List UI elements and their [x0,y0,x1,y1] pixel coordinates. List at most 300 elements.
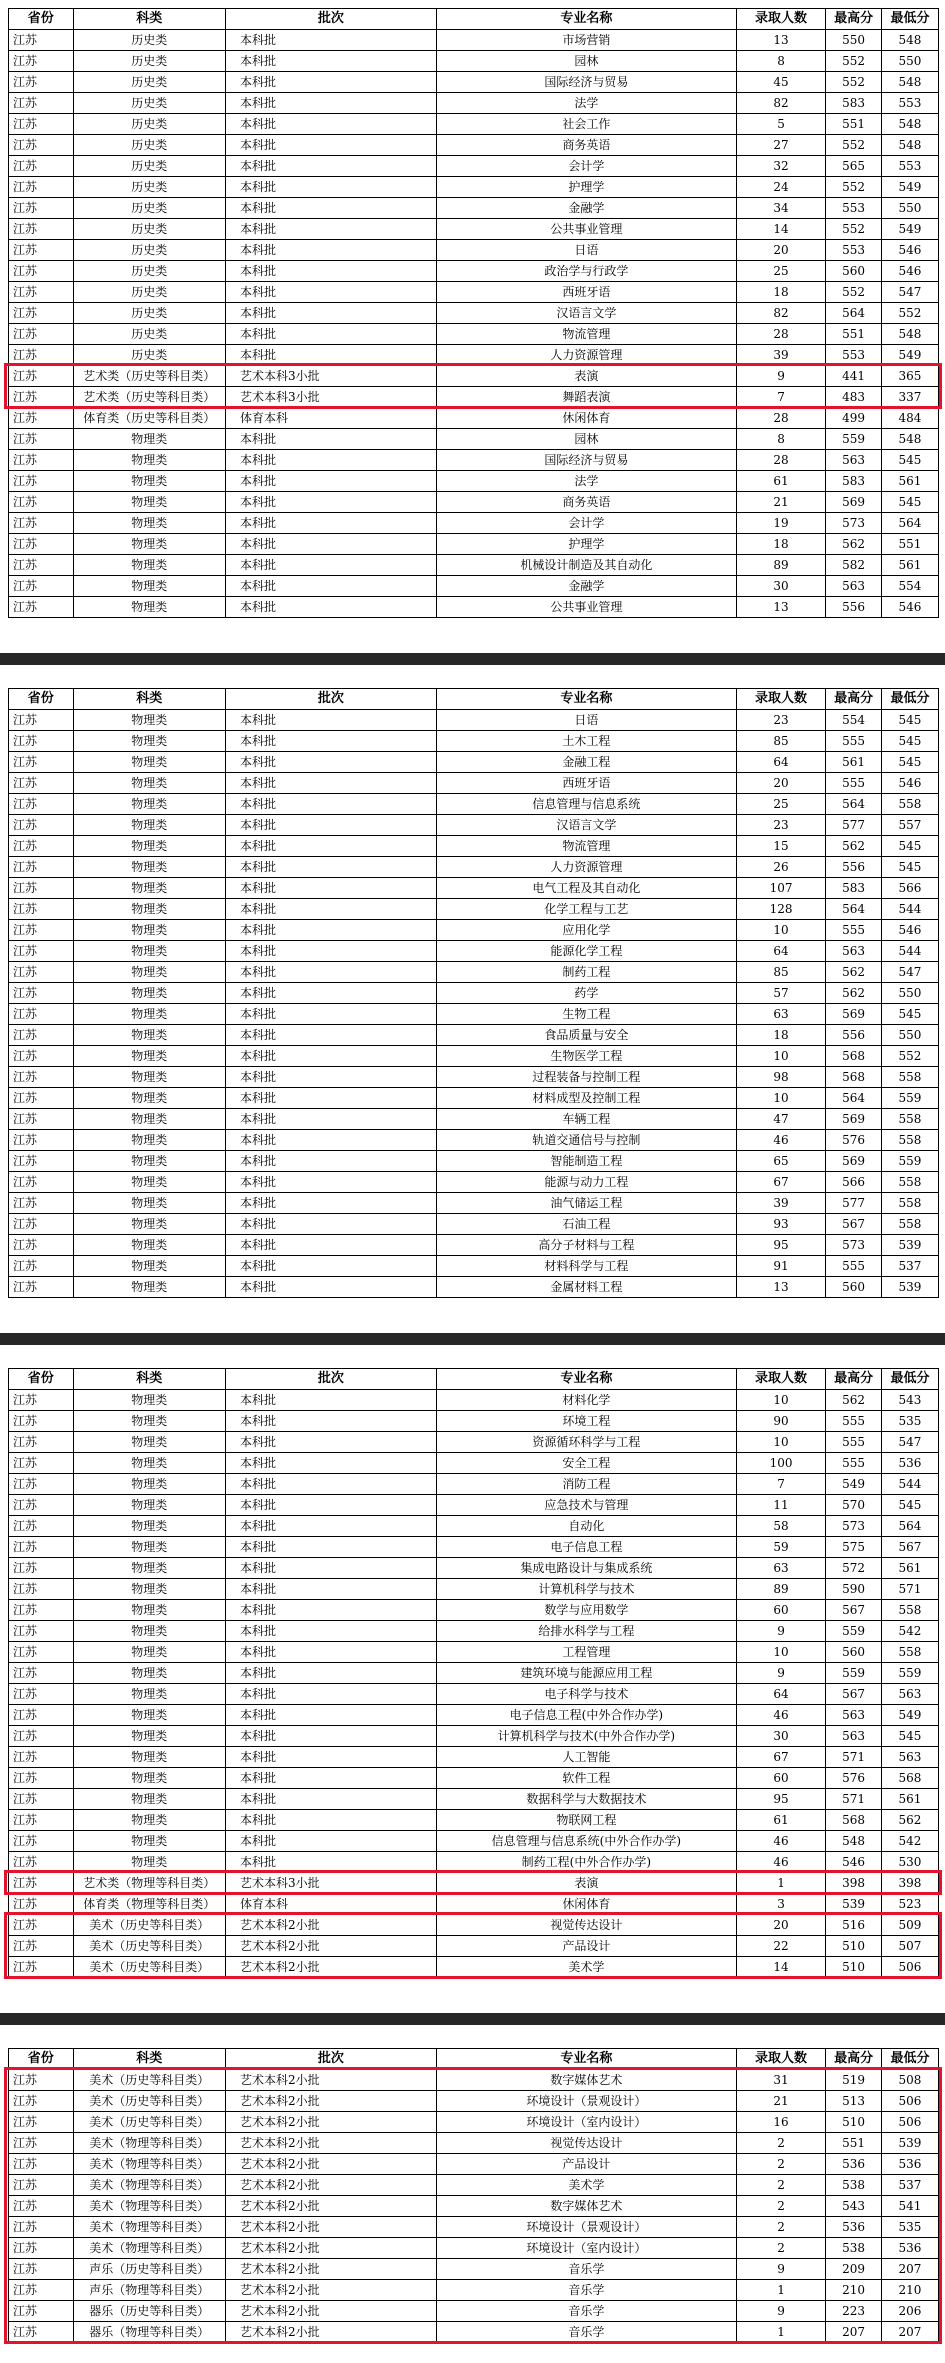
category-cell: 美术（历史等科目类） [73,1936,226,1957]
major-cell: 数字媒体艺术 [436,2070,736,2091]
major-cell: 高分子材料与工程 [436,1235,736,1256]
admitted-cell: 11 [736,1495,825,1516]
province-cell: 江苏 [9,1235,74,1256]
min-score-cell: 545 [881,1004,938,1025]
admitted-cell: 21 [736,492,825,513]
admitted-cell: 2 [736,2175,825,2196]
category-cell: 物理类 [73,1214,226,1235]
column-header-max-score: 最高分 [826,2049,882,2070]
batch-cell: 本科批 [226,156,437,177]
admitted-cell: 93 [736,1214,825,1235]
province-cell: 江苏 [9,1873,74,1894]
province-cell: 江苏 [9,30,74,51]
major-cell: 社会工作 [436,114,736,135]
category-cell: 物理类 [73,1810,226,1831]
table-row [9,534,939,555]
max-score-cell: 483 [826,387,882,408]
major-cell: 商务英语 [436,492,736,513]
batch-cell: 本科批 [226,240,437,261]
major-cell: 数字媒体艺术 [436,2196,736,2217]
batch-cell: 本科批 [226,135,437,156]
province-cell: 江苏 [9,1474,74,1495]
column-header-batch: 批次 [226,689,437,710]
province-cell: 江苏 [9,240,74,261]
province-cell: 江苏 [9,1684,74,1705]
admitted-cell: 2 [736,2154,825,2175]
batch-cell: 本科批 [226,1004,437,1025]
table-row [9,1663,939,1684]
province-cell: 江苏 [9,1768,74,1789]
major-cell: 产品设计 [436,1936,736,1957]
column-header-major: 专业名称 [436,2049,736,2070]
admitted-cell: 100 [736,1453,825,1474]
batch-cell: 本科批 [226,1789,437,1810]
table-row [9,1256,939,1277]
table-row [9,1558,939,1579]
section-divider [0,2013,945,2025]
category-cell: 艺术类（历史等科目类） [73,387,226,408]
min-score-cell: 550 [881,983,938,1004]
table-row [9,198,939,219]
major-cell: 休闲体育 [436,408,736,429]
major-cell: 能源化学工程 [436,941,736,962]
batch-cell: 艺术本科2小批 [226,2175,437,2196]
min-score-cell: 545 [881,450,938,471]
batch-cell: 艺术本科2小批 [226,2238,437,2259]
min-score-cell: 561 [881,471,938,492]
category-cell: 物理类 [73,1067,226,1088]
category-cell: 物理类 [73,1235,226,1256]
category-cell: 物理类 [73,1642,226,1663]
batch-cell: 本科批 [226,492,437,513]
admitted-cell: 9 [736,2301,825,2322]
min-score-cell: 544 [881,899,938,920]
max-score-cell: 583 [826,878,882,899]
min-score-cell: 508 [881,2070,938,2091]
table-row [9,2259,939,2280]
major-cell: 数学与应用数学 [436,1600,736,1621]
admitted-cell: 14 [736,1957,825,1978]
province-cell: 江苏 [9,555,74,576]
major-cell: 工程管理 [436,1642,736,1663]
max-score-cell: 559 [826,429,882,450]
table-row [9,1600,939,1621]
batch-cell: 本科批 [226,51,437,72]
province-cell: 江苏 [9,1214,74,1235]
max-score-cell: 573 [826,513,882,534]
category-cell: 物理类 [73,1852,226,1873]
min-score-cell: 547 [881,962,938,983]
province-cell: 江苏 [9,2238,74,2259]
batch-cell: 艺术本科2小批 [226,1936,437,1957]
batch-cell: 本科批 [226,177,437,198]
min-score-cell: 571 [881,1579,938,1600]
admitted-cell: 1 [736,1873,825,1894]
table-block-1 [8,8,938,618]
table-row [9,1067,939,1088]
category-cell: 物理类 [73,1831,226,1852]
batch-cell: 艺术本科3小批 [226,1873,437,1894]
table-row [9,408,939,429]
major-cell: 油气储运工程 [436,1193,736,1214]
province-cell: 江苏 [9,51,74,72]
admitted-cell: 59 [736,1537,825,1558]
province-cell: 江苏 [9,857,74,878]
admitted-cell: 10 [736,1088,825,1109]
batch-cell: 体育本科 [226,1894,437,1915]
min-score-cell: 550 [881,198,938,219]
min-score-cell: 558 [881,1193,938,1214]
province-cell: 江苏 [9,2175,74,2196]
province-cell: 江苏 [9,324,74,345]
major-cell: 石油工程 [436,1214,736,1235]
major-cell: 给排水科学与工程 [436,1621,736,1642]
province-cell: 江苏 [9,794,74,815]
max-score-cell: 575 [826,1537,882,1558]
province-cell: 江苏 [9,2091,74,2112]
table-row [9,1705,939,1726]
major-cell: 国际经济与贸易 [436,72,736,93]
batch-cell: 本科批 [226,752,437,773]
category-cell: 历史类 [73,198,226,219]
category-cell: 历史类 [73,177,226,198]
batch-cell: 本科批 [226,576,437,597]
max-score-cell: 553 [826,240,882,261]
category-cell: 物理类 [73,1004,226,1025]
max-score-cell: 519 [826,2070,882,2091]
table-row [9,1004,939,1025]
max-score-cell: 536 [826,2217,882,2238]
major-cell: 计算机科学与技术(中外合作办学) [436,1726,736,1747]
min-score-cell: 523 [881,1894,938,1915]
table-row [9,2091,939,2112]
category-cell: 物理类 [73,471,226,492]
admitted-cell: 18 [736,282,825,303]
admitted-cell: 85 [736,962,825,983]
table-header-row [9,9,939,30]
table-row [9,114,939,135]
admitted-cell: 95 [736,1235,825,1256]
batch-cell: 艺术本科3小批 [226,387,437,408]
max-score-cell: 564 [826,899,882,920]
min-score-cell: 557 [881,815,938,836]
min-score-cell: 545 [881,1495,938,1516]
max-score-cell: 209 [826,2259,882,2280]
province-cell: 江苏 [9,1067,74,1088]
min-score-cell: 539 [881,2133,938,2154]
min-score-cell: 543 [881,1390,938,1411]
category-cell: 美术（历史等科目类） [73,1915,226,1936]
max-score-cell: 567 [826,1214,882,1235]
admitted-cell: 107 [736,878,825,899]
province-cell: 江苏 [9,2196,74,2217]
table-row [9,345,939,366]
category-cell: 历史类 [73,324,226,345]
admitted-cell: 28 [736,450,825,471]
province-cell: 江苏 [9,1957,74,1978]
province-cell: 江苏 [9,773,74,794]
admitted-cell: 95 [736,1789,825,1810]
min-score-cell: 554 [881,576,938,597]
category-cell: 物理类 [73,878,226,899]
admitted-cell: 91 [736,1256,825,1277]
min-score-cell: 564 [881,1516,938,1537]
major-cell: 西班牙语 [436,773,736,794]
admitted-cell: 20 [736,773,825,794]
province-cell: 江苏 [9,261,74,282]
min-score-cell: 545 [881,492,938,513]
column-header-batch: 批次 [226,2049,437,2070]
province-cell: 江苏 [9,93,74,114]
table-row [9,1193,939,1214]
table-row [9,93,939,114]
province-cell: 江苏 [9,1046,74,1067]
max-score-cell: 552 [826,219,882,240]
table-block-4 [8,2048,938,2343]
province-cell: 江苏 [9,1558,74,1579]
table-row [9,303,939,324]
admitted-cell: 21 [736,2091,825,2112]
major-cell: 自动化 [436,1516,736,1537]
min-score-cell: 546 [881,773,938,794]
table-row [9,836,939,857]
table-block-2 [8,688,938,1298]
category-cell: 物理类 [73,1453,226,1474]
batch-cell: 本科批 [226,450,437,471]
table-row [9,2217,939,2238]
category-cell: 物理类 [73,899,226,920]
category-cell: 物理类 [73,815,226,836]
table-row [9,1873,939,1894]
province-cell: 江苏 [9,1411,74,1432]
min-score-cell: 558 [881,1214,938,1235]
table-row [9,983,939,1004]
major-cell: 会计学 [436,513,736,534]
category-cell: 物理类 [73,962,226,983]
column-header-admitted: 录取人数 [736,1369,825,1390]
min-score-cell: 559 [881,1088,938,1109]
major-cell: 物联网工程 [436,1810,736,1831]
category-cell: 美术（物理等科目类） [73,2217,226,2238]
min-score-cell: 506 [881,2112,938,2133]
province-cell: 江苏 [9,1453,74,1474]
batch-cell: 本科批 [226,1831,437,1852]
max-score-cell: 562 [826,962,882,983]
admitted-cell: 25 [736,261,825,282]
province-cell: 江苏 [9,941,74,962]
min-score-cell: 550 [881,1025,938,1046]
table-row [9,920,939,941]
min-score-cell: 210 [881,2280,938,2301]
province-cell: 江苏 [9,345,74,366]
min-score-cell: 553 [881,156,938,177]
province-cell: 江苏 [9,962,74,983]
batch-cell: 本科批 [226,1193,437,1214]
category-cell: 物理类 [73,857,226,878]
province-cell: 江苏 [9,387,74,408]
major-cell: 日语 [436,710,736,731]
admitted-cell: 58 [736,1516,825,1537]
province-cell: 江苏 [9,366,74,387]
batch-cell: 本科批 [226,1025,437,1046]
max-score-cell: 556 [826,857,882,878]
major-cell: 音乐学 [436,2280,736,2301]
province-cell: 江苏 [9,1936,74,1957]
category-cell: 物理类 [73,1411,226,1432]
max-score-cell: 571 [826,1747,882,1768]
score-table [8,8,939,618]
category-cell: 历史类 [73,135,226,156]
category-cell: 物理类 [73,773,226,794]
province-cell: 江苏 [9,2322,74,2343]
admitted-cell: 32 [736,156,825,177]
admitted-cell: 46 [736,1705,825,1726]
min-score-cell: 546 [881,261,938,282]
category-cell: 物理类 [73,1768,226,1789]
major-cell: 信息管理与信息系统 [436,794,736,815]
min-score-cell: 558 [881,794,938,815]
category-cell: 物理类 [73,1600,226,1621]
table-row [9,1046,939,1067]
major-cell: 轨道交通信号与控制 [436,1130,736,1151]
table-row [9,1537,939,1558]
category-cell: 物理类 [73,429,226,450]
max-score-cell: 559 [826,1663,882,1684]
admitted-cell: 98 [736,1067,825,1088]
major-cell: 市场营销 [436,30,736,51]
province-cell: 江苏 [9,576,74,597]
province-cell: 江苏 [9,878,74,899]
province-cell: 江苏 [9,1516,74,1537]
batch-cell: 本科批 [226,1705,437,1726]
category-cell: 物理类 [73,941,226,962]
table-row [9,1214,939,1235]
max-score-cell: 568 [826,1046,882,1067]
admitted-cell: 31 [736,2070,825,2091]
major-cell: 资源循环科学与工程 [436,1432,736,1453]
category-cell: 物理类 [73,1495,226,1516]
major-cell: 材料科学与工程 [436,1256,736,1277]
max-score-cell: 553 [826,198,882,219]
column-header-major: 专业名称 [436,689,736,710]
table-row [9,429,939,450]
major-cell: 园林 [436,51,736,72]
column-header-category: 科类 [73,2049,226,2070]
major-cell: 制药工程(中外合作办学) [436,1852,736,1873]
category-cell: 物理类 [73,731,226,752]
category-cell: 历史类 [73,219,226,240]
batch-cell: 本科批 [226,513,437,534]
max-score-cell: 556 [826,1025,882,1046]
min-score-cell: 548 [881,114,938,135]
max-score-cell: 563 [826,941,882,962]
batch-cell: 本科批 [226,471,437,492]
max-score-cell: 564 [826,794,882,815]
major-cell: 物流管理 [436,324,736,345]
max-score-cell: 555 [826,773,882,794]
major-cell: 商务英语 [436,135,736,156]
min-score-cell: 563 [881,1684,938,1705]
major-cell: 生物医学工程 [436,1046,736,1067]
min-score-cell: 484 [881,408,938,429]
max-score-cell: 568 [826,1067,882,1088]
major-cell: 环境设计（景观设计） [436,2091,736,2112]
province-cell: 江苏 [9,198,74,219]
major-cell: 智能制造工程 [436,1151,736,1172]
category-cell: 声乐（物理等科目类） [73,2280,226,2301]
province-cell: 江苏 [9,1747,74,1768]
province-cell: 江苏 [9,534,74,555]
admitted-cell: 1 [736,2280,825,2301]
admitted-cell: 39 [736,1193,825,1214]
table-header-row [9,1369,939,1390]
max-score-cell: 559 [826,1621,882,1642]
category-cell: 物理类 [73,983,226,1004]
column-header-min-score: 最低分 [881,2049,938,2070]
table-row [9,794,939,815]
admitted-cell: 15 [736,836,825,857]
province-cell: 江苏 [9,177,74,198]
table-row [9,219,939,240]
max-score-cell: 561 [826,752,882,773]
max-score-cell: 538 [826,2238,882,2259]
category-cell: 物理类 [73,1684,226,1705]
admitted-cell: 23 [736,815,825,836]
major-cell: 安全工程 [436,1453,736,1474]
category-cell: 物理类 [73,1516,226,1537]
admitted-cell: 90 [736,1411,825,1432]
admitted-cell: 65 [736,1151,825,1172]
column-header-max-score: 最高分 [826,689,882,710]
min-score-cell: 550 [881,51,938,72]
batch-cell: 本科批 [226,1852,437,1873]
major-cell: 国际经济与贸易 [436,450,736,471]
min-score-cell: 552 [881,303,938,324]
min-score-cell: 548 [881,429,938,450]
table-row [9,324,939,345]
batch-cell: 本科批 [226,303,437,324]
category-cell: 物理类 [73,1172,226,1193]
max-score-cell: 566 [826,1172,882,1193]
major-cell: 计算机科学与技术 [436,1579,736,1600]
column-header-major: 专业名称 [436,1369,736,1390]
min-score-cell: 545 [881,710,938,731]
batch-cell: 本科批 [226,555,437,576]
min-score-cell: 551 [881,534,938,555]
major-cell: 西班牙语 [436,282,736,303]
province-cell: 江苏 [9,2112,74,2133]
min-score-cell: 558 [881,1109,938,1130]
category-cell: 美术（历史等科目类） [73,2112,226,2133]
table-row [9,731,939,752]
admitted-cell: 24 [736,177,825,198]
category-cell: 物理类 [73,920,226,941]
major-cell: 生物工程 [436,1004,736,1025]
min-score-cell: 559 [881,1151,938,1172]
table-row [9,1768,939,1789]
table-row [9,2112,939,2133]
major-cell: 园林 [436,429,736,450]
table-row [9,513,939,534]
batch-cell: 本科批 [226,1109,437,1130]
admitted-cell: 3 [736,1894,825,1915]
min-score-cell: 547 [881,282,938,303]
province-cell: 江苏 [9,471,74,492]
min-score-cell: 545 [881,836,938,857]
column-header-category: 科类 [73,9,226,30]
major-cell: 音乐学 [436,2259,736,2280]
max-score-cell: 441 [826,366,882,387]
